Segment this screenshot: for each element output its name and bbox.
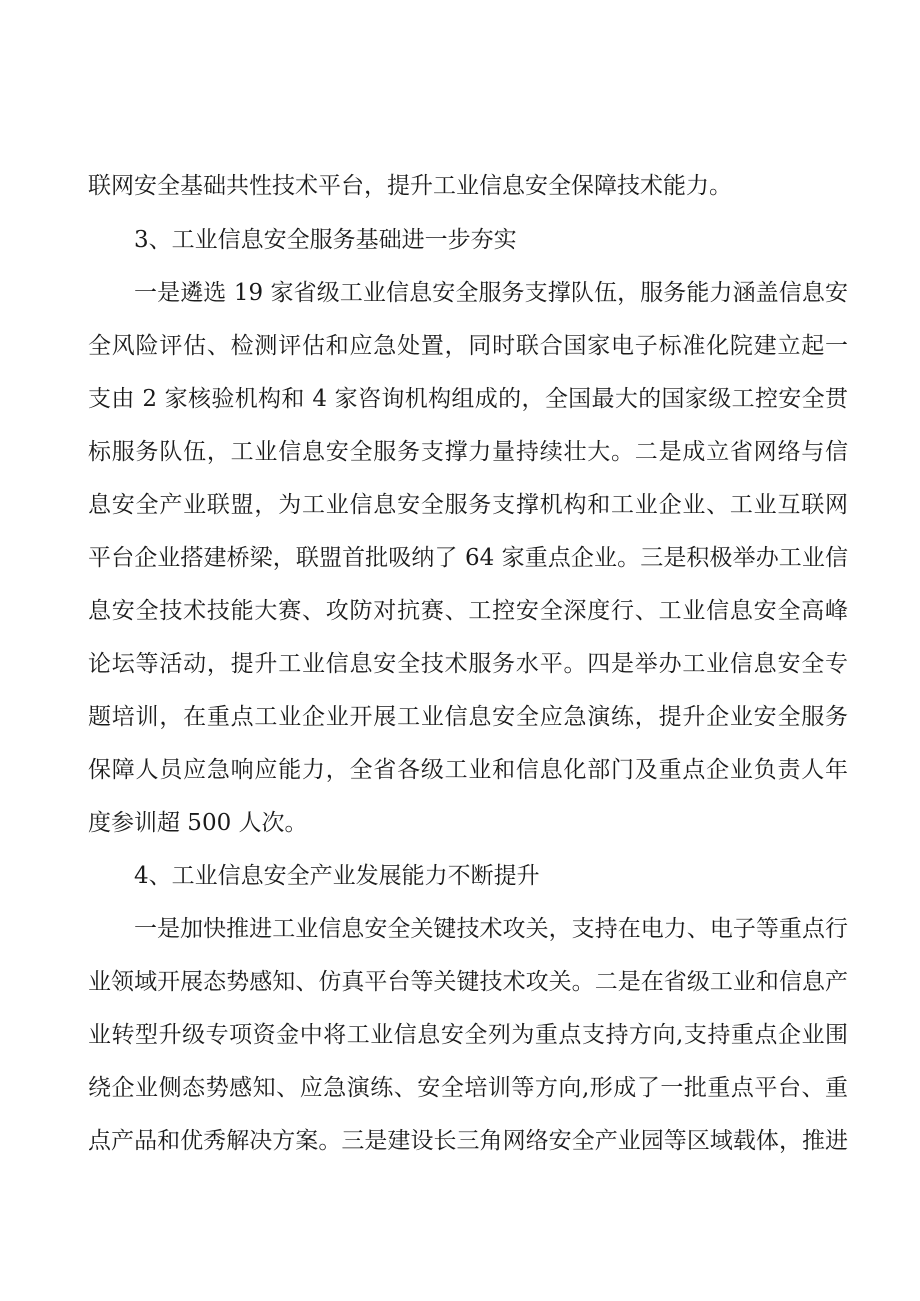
paragraph-line: 业转型升级专项资金中将工业信息安全列为重点支持方向,支持重点企业围 [88, 1022, 848, 1048]
paragraph-line: 平台企业搭建桥梁，联盟首批吸纳了 64 家重点企业。三是积极举办工业信 [88, 545, 848, 571]
paragraph-line: 一是加快推进工业信息安全关键技术攻关，支持在电力、电子等重点行 [134, 916, 848, 942]
section-heading-3: 3、工业信息安全服务基础进一步夯实 [134, 227, 517, 253]
paragraph-line: 业领域开展态势感知、仿真平台等关键技术攻关。二是在省级工业和信息产 [88, 969, 848, 995]
paragraph-line: 标服务队伍，工业信息安全服务支撑力量持续壮大。二是成立省网络与信 [88, 439, 848, 465]
paragraph-line: 全风险评估、检测评估和应急处置，同时联合国家电子标准化院建立起一 [88, 333, 848, 359]
paragraph-line: 息安全技术技能大赛、攻防对抗赛、工控安全深度行、工业信息安全高峰 [88, 598, 848, 624]
paragraph-line: 度参训超 500 人次。 [88, 810, 308, 836]
paragraph-line: 息安全产业联盟，为工业信息安全服务支撑机构和工业企业、工业互联网 [88, 492, 848, 518]
paragraph-line: 联网安全基础共性技术平台，提升工业信息安全保障技术能力。 [88, 173, 732, 199]
paragraph-line: 支由 2 家核验机构和 4 家咨询机构组成的，全国最大的国家级工控安全贯 [88, 386, 848, 412]
paragraph-line: 论坛等活动，提升工业信息安全技术服务水平。四是举办工业信息安全专 [88, 651, 848, 677]
paragraph-line: 绕企业侧态势感知、应急演练、安全培训等方向,形成了一批重点平台、重 [88, 1075, 848, 1101]
paragraph-line: 保障人员应急响应能力，全省各级工业和信息化部门及重点企业负责人年 [88, 757, 848, 783]
paragraph-line: 点产品和优秀解决方案。三是建设长三角网络安全产业园等区域载体，推进 [88, 1128, 848, 1154]
section-heading-4: 4、工业信息安全产业发展能力不断提升 [134, 863, 540, 889]
paragraph-line: 一是遴选 19 家省级工业信息安全服务支撑队伍，服务能力涵盖信息安 [134, 280, 848, 306]
paragraph-line: 题培训，在重点工业企业开展工业信息安全应急演练，提升企业安全服务 [88, 704, 848, 730]
